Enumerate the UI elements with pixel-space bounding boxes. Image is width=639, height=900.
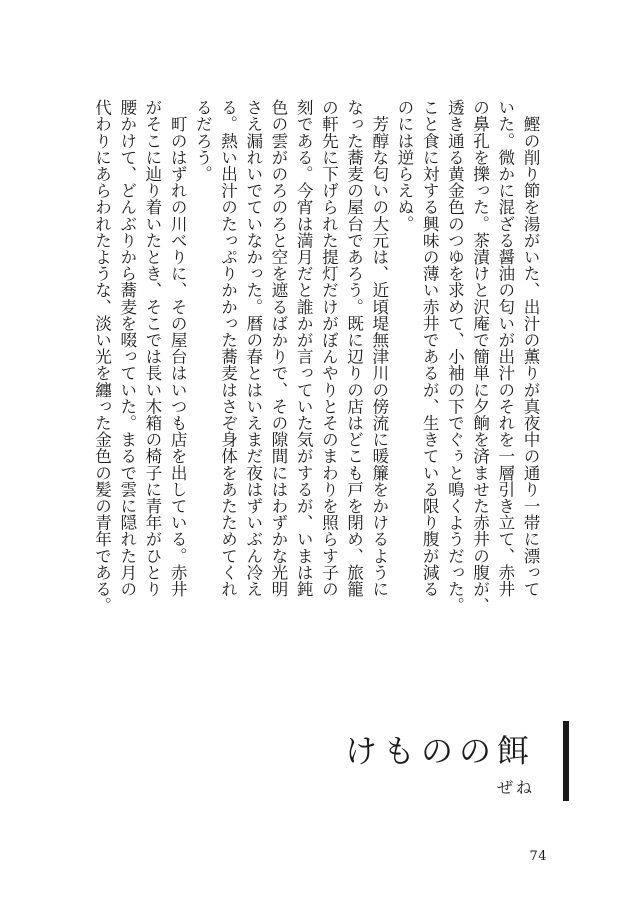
text-line: のには逆らえぬ。 bbox=[394, 99, 414, 232]
text-line: るだろう。 bbox=[193, 99, 213, 182]
text-line: 腰かけて、どんぶりから蕎麦を啜っていた。まるで雲に隠れた月の bbox=[117, 99, 137, 597]
text-line: の鼻孔を擽った。茶漬けと沢庵で簡単に夕餉を済ませた赤井の腹が、 bbox=[470, 99, 490, 614]
text-line: 透き通る黄金色のつゆを求めて、小袖の下でぐぅと鳴くようだった。 bbox=[445, 99, 465, 614]
text-line: 代わりにあらわれたような、淡い光を纏った金色の髪の青年である。 bbox=[92, 99, 112, 614]
text-line: 芳醇な匂いの大元は、近頃堤無津川の傍流に暖簾をかけるように bbox=[369, 99, 389, 597]
author-name: ぜね bbox=[496, 778, 535, 797]
text-line: さえ漏れいでていなかった。暦の春とはいえまだ夜はずいぶん冷え bbox=[243, 99, 263, 597]
text-line: 町のはずれの川べりに、その屋台はいつも店を出している。赤井 bbox=[168, 99, 188, 597]
text-line: がそこに辿り着いたとき、そこでは長い木箱の椅子に青年がひとり bbox=[142, 99, 162, 597]
text-line: 刻である。今宵は満月だと誰かが言っていた気がするが、いまは鈍 bbox=[294, 99, 314, 597]
text-line: の軒先に下げられた提灯だけがぼんやりとそのまわりを照らす子の bbox=[319, 99, 339, 597]
text-line: 鰹の削り節を湯がいた、出汁の薫りが真夜中の通り一帯に漂って bbox=[521, 99, 540, 597]
text-line: いた。微かに混ざる醤油の匂いが出汁のそれを一層引き立て、赤井 bbox=[495, 99, 515, 597]
title-accent-bar bbox=[563, 721, 569, 801]
page-number: 74 bbox=[529, 849, 547, 864]
text-line: なった蕎麦の屋台であろう。既に辺りの店はどこも戸を閉め、旅籠 bbox=[344, 99, 364, 597]
title-block bbox=[344, 732, 535, 798]
text-line: 色の雲がのろのろと空を遮るばかりで、その隙間にはわずかな光明 bbox=[268, 99, 288, 597]
text-line: こと食に対する興味の薄い赤井であるが、生きている限り腹が減る bbox=[420, 99, 440, 597]
text-line: る。熱い出汁のたっぷりかかった蕎麦はさぞ身体をあたためてくれ bbox=[218, 99, 238, 597]
story-title: けものの餌 bbox=[344, 732, 535, 770]
body-text bbox=[92, 99, 543, 654]
